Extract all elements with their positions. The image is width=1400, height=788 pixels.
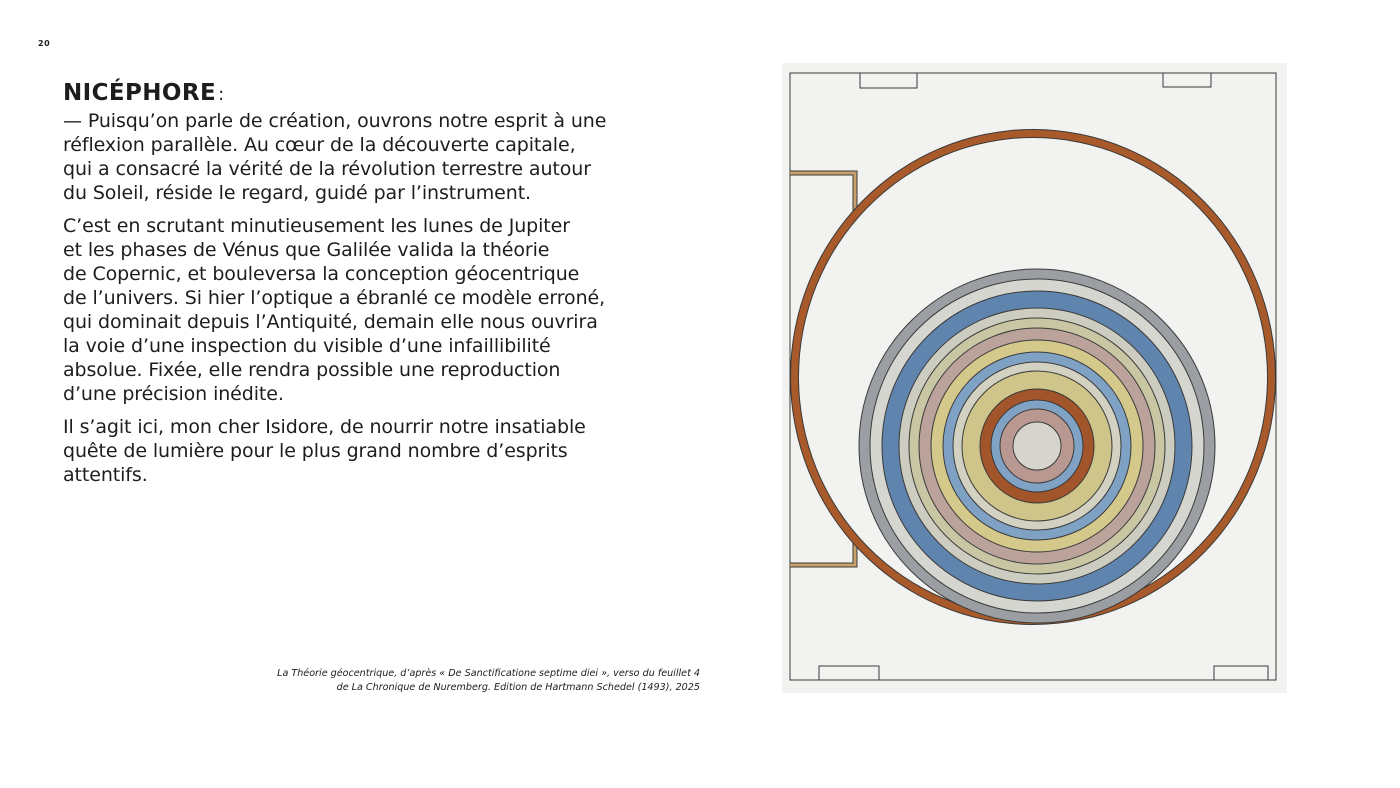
bottom-left-tab [819, 666, 879, 680]
paragraph-line: qui a consacré la vérité de la révolution terrestre autour [63, 158, 591, 180]
top-left-tab [860, 73, 917, 88]
speaker-colon: : [218, 84, 225, 105]
paragraph-line: du Soleil, réside le regard, guidé par l’instrument. [63, 182, 531, 204]
paragraph-line: d’une précision inédite. [63, 383, 284, 405]
figure-caption [240, 667, 700, 695]
top-right-tab [1163, 73, 1211, 87]
paragraph-line: de Copernic, et bouleversa la conception géocentrique [63, 263, 580, 285]
page-number: 20 [38, 39, 51, 48]
bottom-right-tab [1214, 666, 1268, 680]
paragraph-line: réflexion parallèle. Au cœur de la découverte capitale, [63, 134, 576, 156]
paragraph-line: C’est en scrutant minutieusement les lunes de Jupiter [63, 215, 570, 237]
paragraph-line: — Puisqu’on parle de création, ouvrons notre esprit à une [63, 110, 607, 132]
dialogue-block [63, 79, 643, 496]
geocentric-figure [782, 63, 1287, 693]
paragraph-line: et les phases de Vénus que Galilée valida la théorie [63, 239, 550, 261]
paragraph-2 [63, 214, 643, 406]
ring-14 [1013, 422, 1061, 470]
geocentric-diagram [782, 63, 1287, 693]
paragraph-1 [63, 109, 643, 205]
caption-line-2: de La Chronique de Nuremberg. Edition de Hartmann Schedel (1493), 2025 [336, 682, 700, 693]
paragraph-3 [63, 415, 643, 487]
concentric-rings [859, 269, 1215, 623]
caption-line-1: La Théorie géocentrique, d’après « De Sanctificatione septime diei », verso du feuillet 4 [277, 668, 700, 679]
paragraph-line: qui dominait depuis l’Antiquité, demain elle nous ouvrira [63, 311, 598, 333]
paragraph-line: Il s’agit ici, mon cher Isidore, de nourrir notre insatiable [63, 416, 586, 438]
speaker-heading [63, 79, 643, 109]
paragraph-line: attentifs. [63, 464, 148, 486]
paragraph-line: absolue. Fixée, elle rendra possible une reproduction [63, 359, 561, 381]
speaker-name: NICÉPHORE [63, 80, 217, 106]
paragraph-line: quête de lumière pour le plus grand nombre d’esprits [63, 440, 568, 462]
paragraph-line: la voie d’une inspection du visible d’une infaillibilité [63, 335, 551, 357]
paragraph-line: de l’univers. Si hier l’optique a ébranlé ce modèle erroné, [63, 287, 606, 309]
